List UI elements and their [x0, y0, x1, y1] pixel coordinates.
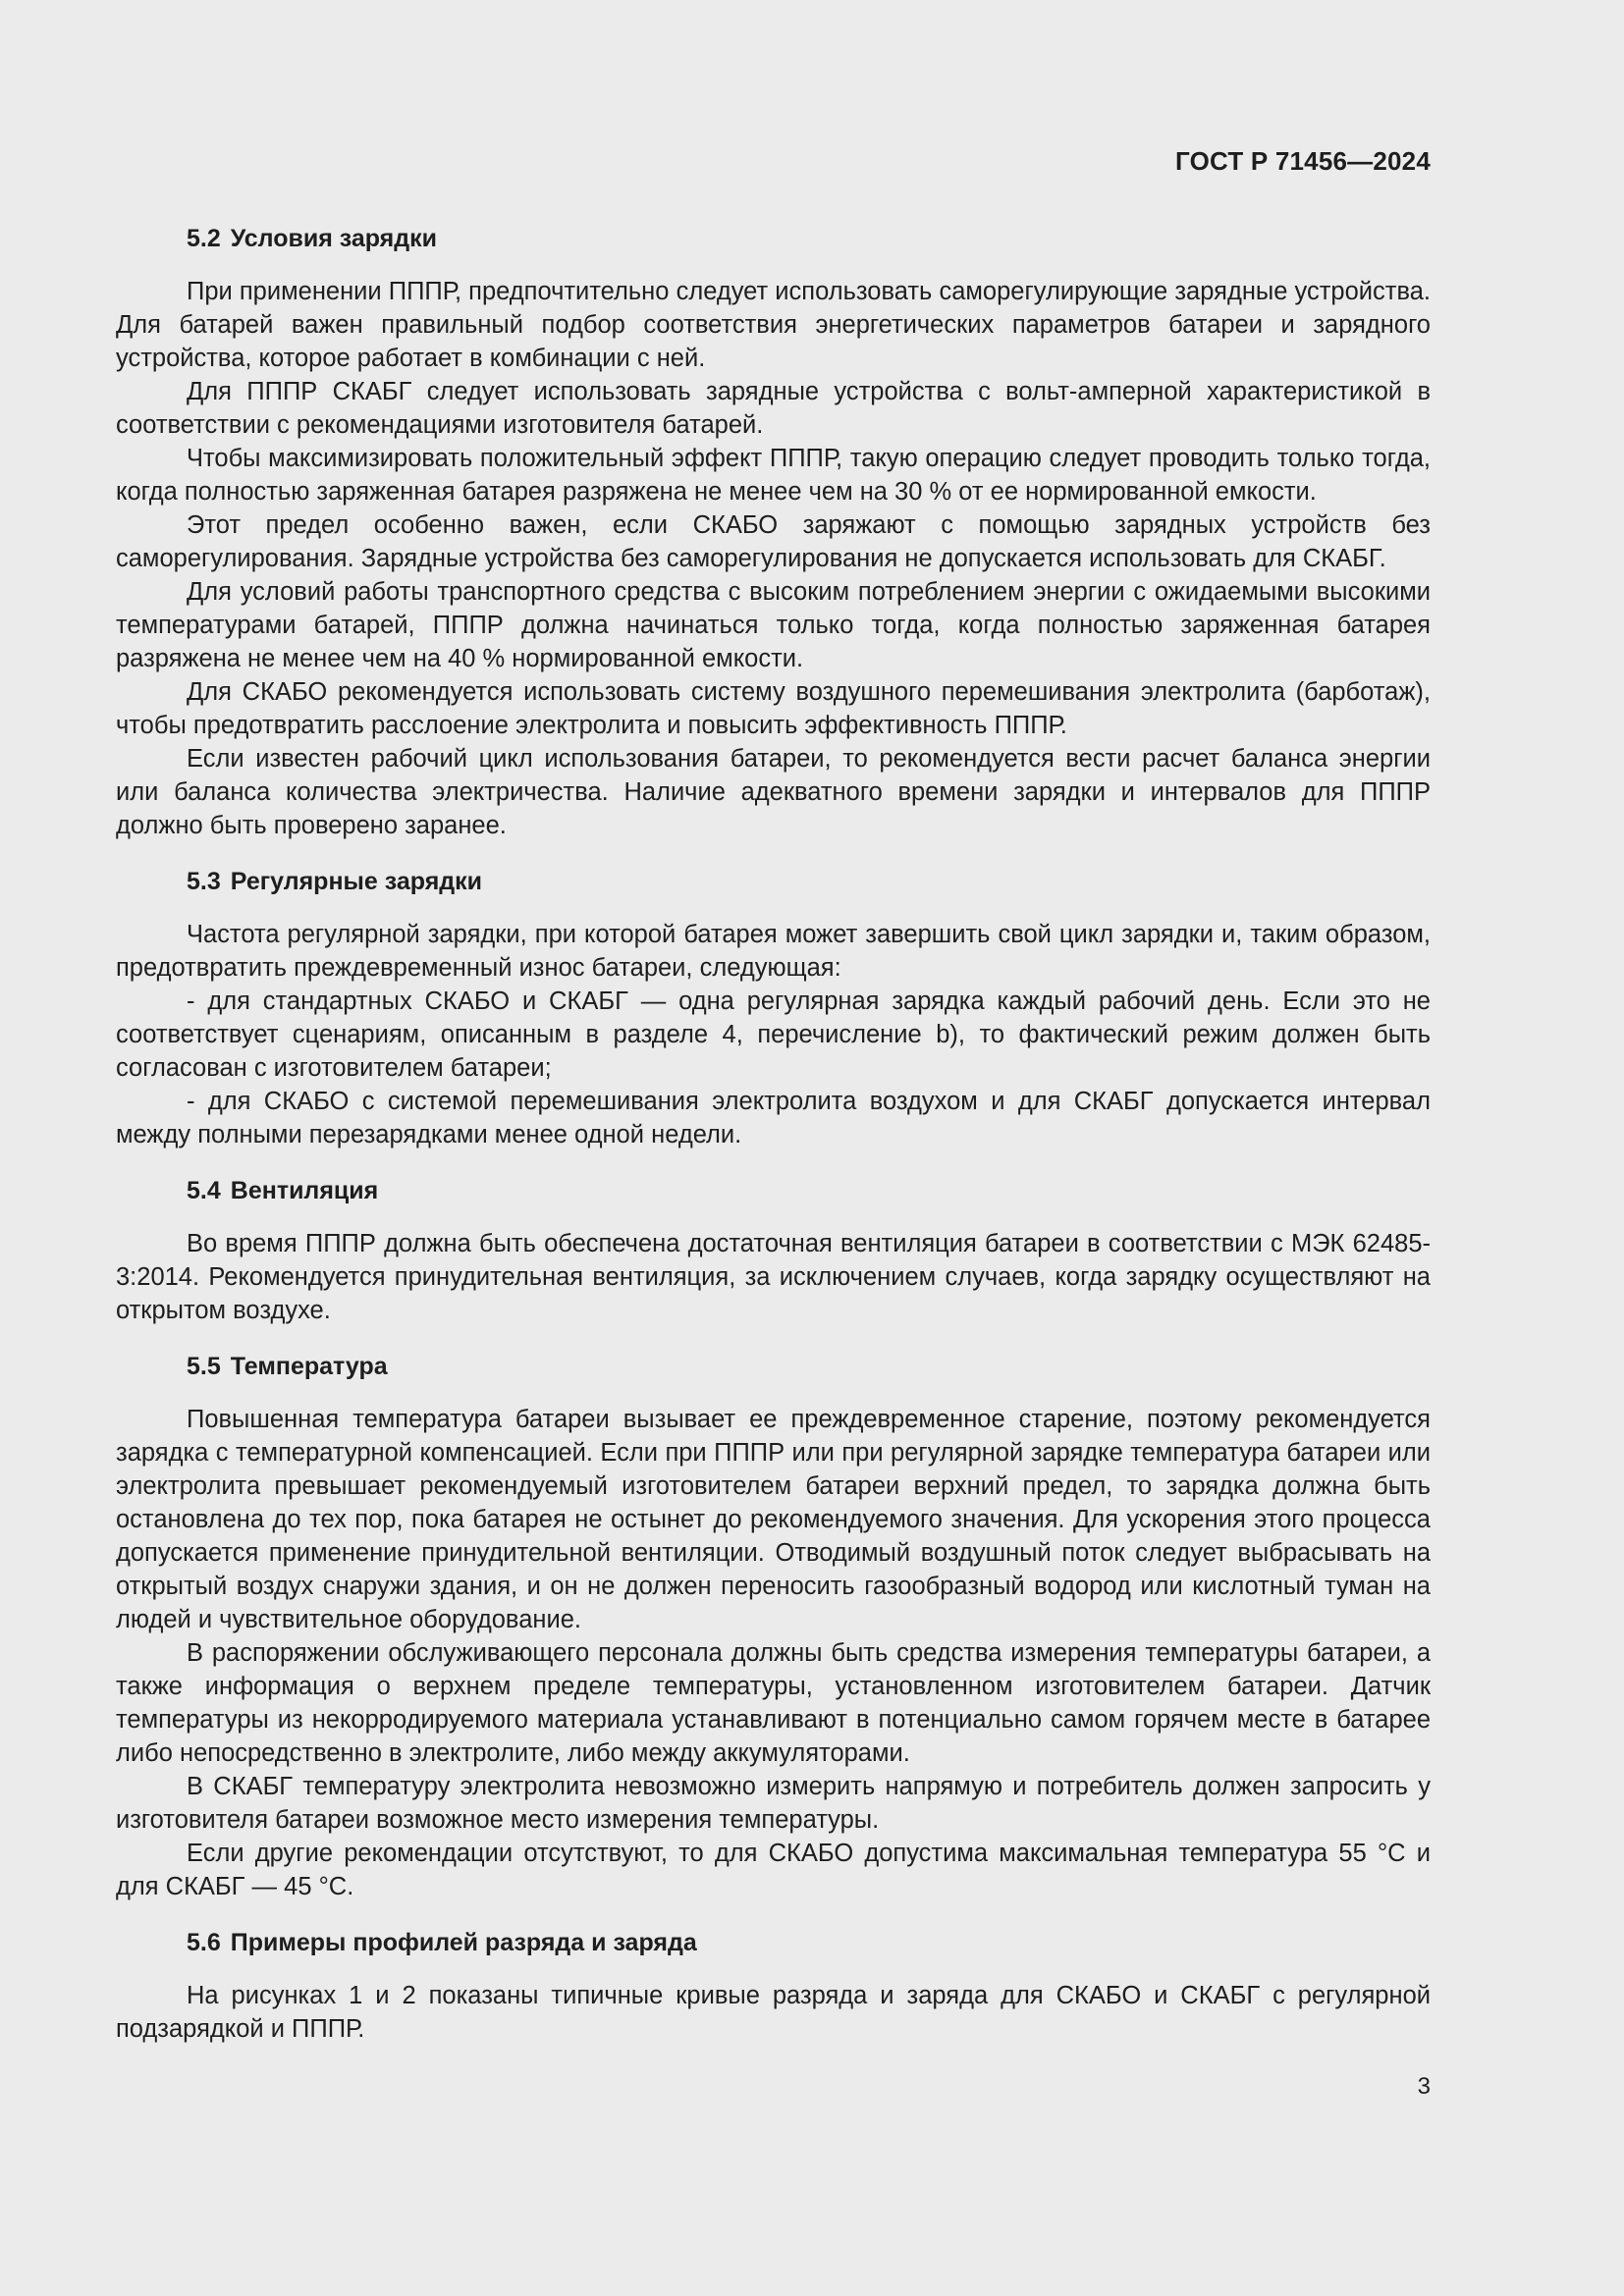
page-number: 3 [1417, 2073, 1431, 2100]
paragraph: На рисунках 1 и 2 показаны типичные кривые разряда и заряда для СКАБО и СКАБГ с регулярной подзарядкой и ПППР. [116, 1982, 1431, 2043]
paragraph: Этот предел особенно важен, если СКАБО заряжают с помощью зарядных устройств без саморегулирования. Зарядные устройства без саморегулирования не допускается использовать для СКАБГ. [116, 511, 1431, 572]
section-title: Вентиляция [230, 1177, 379, 1204]
paragraph: Если известен рабочий цикл использования батареи, то рекомендуется вести расчет баланса энергии или баланса количества электричества. Наличие адекватного времени зарядки и интервалов для ПППР должно быть проверено заранее. [116, 745, 1431, 839]
section-heading [116, 1174, 1431, 1207]
section-title: Условия зарядки [230, 225, 438, 252]
section-title: Примеры профилей разряда и заряда [230, 1929, 697, 1956]
section-number: 5.3 [187, 868, 221, 895]
section-number: 5.6 [187, 1929, 221, 1956]
paragraph: Для условий работы транспортного средства с высоким потреблением энергии с ожидаемыми высокими температурами батарей, ПППР должна начинаться только тогда, когда полностью заряженная батарея разряжена не менее чем на 40 % нормированной емкости. [116, 578, 1431, 672]
paragraph: При применении ПППР, предпочтительно следует использовать саморегулирующие зарядные устройства. Для батарей важен правильный подбор соответствия энергетических параметров батареи и зарядного устройства, которое работает в комбинации с ней. [116, 278, 1431, 372]
paragraph: Частота регулярной зарядки, при которой батарея может завершить свой цикл зарядки и, таким образом, предотвратить преждевременный износ батареи, следующая: [116, 921, 1431, 982]
section-5-5 [116, 1350, 1431, 1903]
paragraph: Во время ПППР должна быть обеспечена достаточная вентиляция батареи в соответствии с МЭК 62485-3:2014. Рекомендуется принудительная вентиляция, за исключением случаев, когда зарядку осуществляют на открытом воздухе. [116, 1230, 1431, 1324]
paragraph: Повышенная температура батареи вызывает ее преждевременное старение, поэтому рекомендуется зарядка с температурной компенсацией. Если при ПППР или при регулярной зарядке температура батареи или электролита превышает рекомендуемый изготовителем батареи верхний предел, то зарядка должна быть остановлена до тех пор, пока батарея не остынет до рекомендуемого значения. Для ускорения этого процесса допускается применение принудительной вентиляции. Отводимый воздушный поток следует выбрасывать на открытый воздух снаружи здания, и он не должен переносить газообразный водород или кислотный туман на людей и чувствительное оборудование. [116, 1406, 1431, 1633]
list-item: - для СКАБО с системой перемешивания электролита воздухом и для СКАБГ допускается интервал между полными перезарядками менее одной недели. [116, 1088, 1431, 1148]
section-heading [116, 1926, 1431, 1959]
section-title: Регулярные зарядки [230, 868, 483, 895]
section-5-4 [116, 1174, 1431, 1327]
section-5-3 [116, 865, 1431, 1151]
standard-designation: ГОСТ Р 71456—2024 [1175, 146, 1431, 176]
list-item: - для стандартных СКАБО и СКАБГ — одна регулярная зарядка каждый рабочий день. Если это не соответствует сценариям, описанным в разделе 4, перечисление b), то фактический режим должен быть согласован с изготовителем батареи; [116, 988, 1431, 1082]
paragraph: Если другие рекомендации отсутствуют, то для СКАБО допустима максимальная температура 55 °С и для СКАБГ — 45 °С. [116, 1840, 1431, 1900]
paragraph: В распоряжении обслуживающего персонала должны быть средства измерения температуры батареи, а также информация о верхнем пределе температуры, установленном изготовителем батареи. Датчик температуры из некорродируемого материала устанавливают в потенциально самом горячем месте в батарее либо непосредственно в электролите, либо между аккумуляторами. [116, 1639, 1431, 1767]
section-number: 5.5 [187, 1353, 221, 1380]
section-heading [116, 222, 1431, 255]
section-number: 5.2 [187, 225, 221, 252]
document-page [116, 0, 1431, 2296]
section-title: Температура [230, 1353, 388, 1380]
paragraph: Для ПППР СКАБГ следует использовать зарядные устройства с вольт-амперной характеристикой в соответствии с рекомендациями изготовителя батарей. [116, 378, 1431, 439]
section-5-2 [116, 222, 1431, 842]
paragraph: В СКАБГ температуру электролита невозможно измерить напрямую и потребитель должен запросить у изготовителя батареи возможное место измерения температуры. [116, 1773, 1431, 1834]
section-heading [116, 1350, 1431, 1383]
section-heading [116, 865, 1431, 898]
paragraph: Для СКАБО рекомендуется использовать систему воздушного перемешивания электролита (барботаж), чтобы предотвратить расслоение электролита и повысить эффективность ПППР. [116, 678, 1431, 739]
paragraph: Чтобы максимизировать положительный эффект ПППР, такую операцию следует проводить только тогда, когда полностью заряженная батарея разряжена не менее чем на 30 % от ее нормированной емкости. [116, 445, 1431, 506]
document-body [116, 222, 1431, 2046]
section-number: 5.4 [187, 1177, 221, 1204]
section-5-6 [116, 1926, 1431, 2046]
